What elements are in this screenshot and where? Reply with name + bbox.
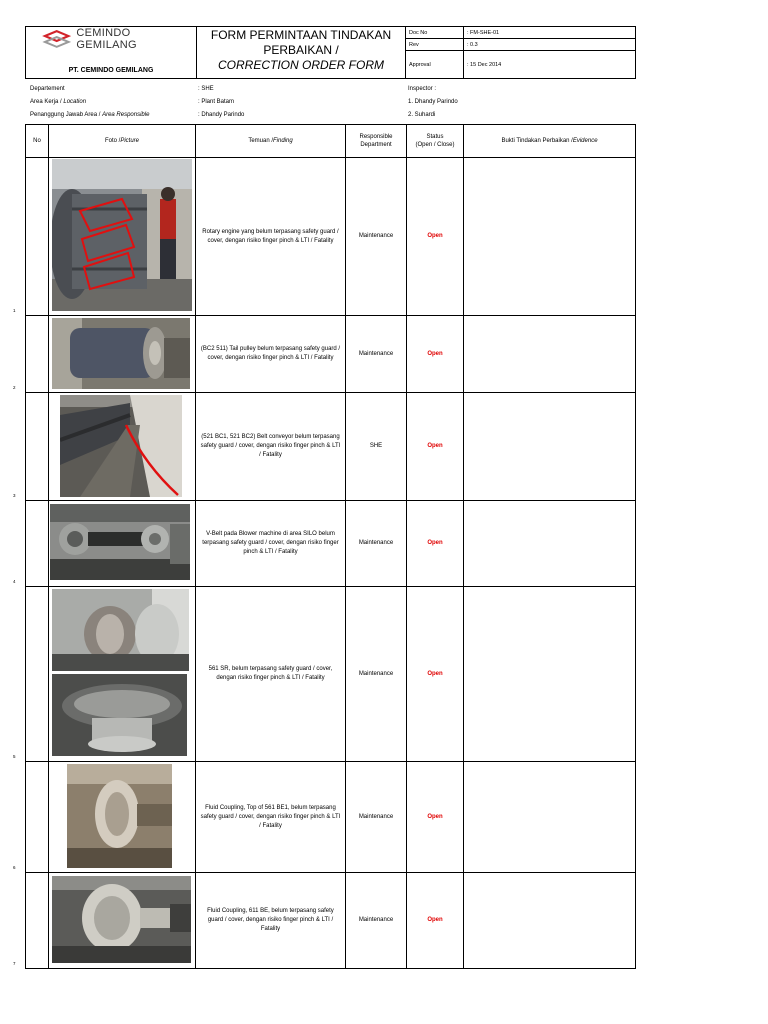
row-2-finding: (BC2 511) Tail pulley belum terpasang safety guard / cover, dengan risiko finger pinch & LTI / Fatality [195, 315, 346, 393]
logo-text: CEMINDO GEMILANG [76, 27, 137, 51]
company-name: PT. CEMINDO GEMILANG [68, 67, 154, 74]
row-4-photo [50, 504, 190, 580]
row-6-finding: Fluid Coupling, Top of 561 BE1, belum terpasang safety guard / cover, dengan risiko finger pinch & LTI / Fatality [195, 761, 346, 873]
row-4-status: Open [406, 500, 464, 587]
rev-label: Rev [405, 38, 464, 51]
department-value: : SHE [198, 86, 214, 92]
row-6-evidence [463, 761, 636, 873]
doc-no-value: : FM-SHE-01 [463, 26, 636, 39]
row-2-no: 2 [13, 385, 16, 390]
row-1-no: 1 [13, 308, 16, 313]
row-2-no-cell [25, 315, 49, 393]
row-3-evidence [463, 392, 636, 501]
approval-label: Approval [405, 50, 464, 79]
row-6-status: Open [406, 761, 464, 873]
row-6-no: 6 [13, 865, 16, 870]
row-4-no: 4 [13, 579, 16, 584]
row-1-evidence [463, 157, 636, 316]
rev-value: : 0.3 [463, 38, 636, 51]
cemindo-logo-icon [42, 30, 71, 48]
row-3-status: Open [406, 392, 464, 501]
row-4-no-cell [25, 500, 49, 587]
area-responsible-value: : Dhandy Parindo [198, 112, 245, 118]
row-6-dept: Maintenance [345, 761, 407, 873]
row-1-photo [52, 159, 192, 311]
approval-value: : 15 Dec 2014 [463, 50, 636, 79]
row-2-status: Open [406, 315, 464, 393]
row-3-no: 3 [13, 493, 16, 498]
row-5-dept: Maintenance [345, 586, 407, 762]
col-no: No [25, 124, 49, 158]
col-evidence: Bukti Tindakan Perbaikan / Evidence [463, 124, 636, 158]
form-title [196, 28, 406, 73]
row-6-no-cell [25, 761, 49, 873]
row-7-evidence [463, 872, 636, 969]
row-1-status: Open [406, 157, 464, 316]
row-7-no-cell [25, 872, 49, 969]
row-7-no: 7 [13, 961, 16, 966]
row-5-no: 5 [13, 754, 16, 759]
row-7-finding: Fluid Coupling, 611 BE, belum terpasang safety guard / cover, dengan risiko finger pinch & LTI / Fatality [195, 872, 346, 969]
row-2-evidence [463, 315, 636, 393]
row-5-evidence [463, 586, 636, 762]
row-5-finding: 561 SR, belum terpasang safety guard / cover, dengan risiko finger pinch & LTI / Fatality [195, 586, 346, 762]
row-5-photo-bottom [52, 674, 187, 756]
row-3-photo [60, 395, 182, 497]
row-1-no-cell [25, 157, 49, 316]
row-3-dept: SHE [345, 392, 407, 501]
col-responsible: Responsible Department [345, 124, 407, 158]
area-label: Area Kerja / Location [30, 99, 87, 105]
row-5-status: Open [406, 586, 464, 762]
form-title-line2: PERBAIKAN / [263, 43, 339, 57]
area-responsible-label: Penanggung Jawab Area / Area Responsible [30, 112, 150, 118]
company-logo [42, 29, 192, 49]
inspector-label: Inspector : [408, 86, 437, 92]
form-title-line1: FORM PERMINTAAN TINDAKAN [210, 28, 392, 42]
row-2-photo [52, 318, 190, 389]
col-finding: Temuan / Finding [195, 124, 346, 158]
row-7-photo [52, 876, 191, 963]
inspector-2: 2. Suhardi [408, 112, 436, 118]
area-value: : Plant Batam [198, 99, 235, 105]
row-4-dept: Maintenance [345, 500, 407, 587]
row-4-evidence [463, 500, 636, 587]
form-title-line3: CORRECTION ORDER FORM [218, 58, 384, 72]
row-7-status: Open [406, 872, 464, 969]
row-3-no-cell [25, 392, 49, 501]
row-2-dept: Maintenance [345, 315, 407, 393]
inspector-1: 1. Dhandy Parindo [408, 99, 458, 105]
col-photo: Foto / Picture [48, 124, 196, 158]
department-label: Departement [30, 86, 65, 92]
row-1-dept: Maintenance [345, 157, 407, 316]
doc-no-label: Doc No [405, 26, 464, 39]
row-5-photo-top [52, 589, 189, 671]
row-6-photo [67, 764, 172, 868]
row-4-finding: V-Belt pada Blower machine di area SILO belum terpasang safety guard / cover, dengan risiko finger pinch & LTI / Fatality [195, 500, 346, 587]
row-3-finding: (521 BC1, 521 BC2) Belt conveyor belum terpasang safety guard / cover, dengan risiko finger pinch & LTI / Fatality [195, 392, 346, 501]
row-1-finding: Rotary engine yang belum terpasang safety guard / cover, dengan risiko finger pinch & LTI / Fatality [195, 157, 346, 316]
row-7-dept: Maintenance [345, 872, 407, 969]
row-5-no-cell [25, 586, 49, 762]
col-status: Status (Open / Close) [406, 124, 464, 158]
